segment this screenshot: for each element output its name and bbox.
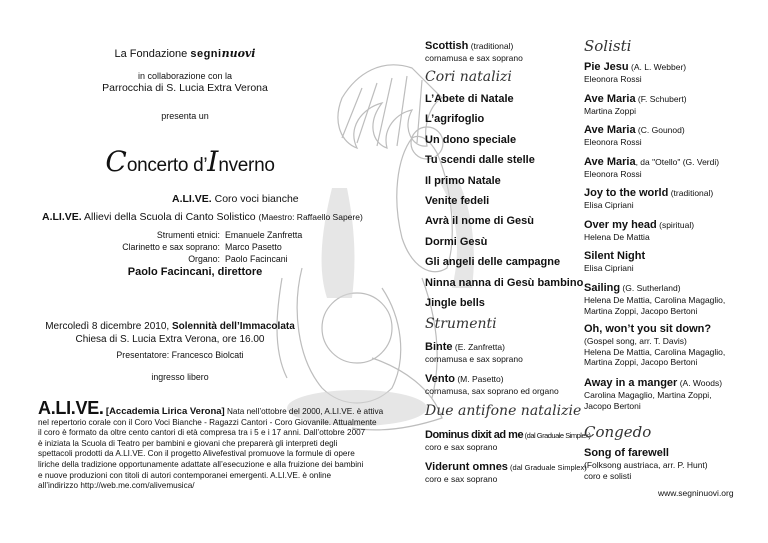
solo-item-8: Sailing (G. Sutherland) Helena De Mattia, Carolina Magaglio, Martina Zoppi, Jacopo Bertoni bbox=[584, 282, 726, 316]
solo-item-1: Pie Jesu (A. L. Webber) Eleonora Rossi bbox=[584, 61, 687, 84]
director: Paolo Facincani, direttore bbox=[127, 266, 263, 278]
list-item: Dormi Gesù bbox=[425, 235, 488, 248]
parish-name: Parrocchia di S. Lucia Extra Verona bbox=[102, 82, 268, 94]
section-solisti: Solisti bbox=[584, 37, 632, 55]
brand-segni: segni bbox=[190, 48, 222, 60]
vento-item: Vento (M. Pasetto) cornamusa, sax soprano ed organo bbox=[425, 373, 559, 396]
section-congedo: Congedo bbox=[584, 423, 652, 441]
collab-text: in collaborazione con la bbox=[137, 71, 233, 81]
website-link[interactable]: www.segninuovi.org bbox=[658, 488, 734, 498]
alive-website-link[interactable]: all’indirizzo http://web.me.com/alivemusica/ bbox=[38, 481, 195, 491]
solo-item-3: Ave Maria (C. Gounod) Eleonora Rossi bbox=[584, 124, 685, 147]
alive-logo-text: A.LI.VE. bbox=[38, 398, 104, 418]
entry-info: ingresso libero bbox=[151, 372, 209, 382]
event-place: Chiesa di S. Lucia Extra Verona, ore 16.00 bbox=[75, 334, 265, 345]
list-item: Un dono speciale bbox=[425, 133, 517, 146]
performer-names: Emanuele Zanfretta Marco Pasetto Paolo Facincani bbox=[225, 230, 303, 264]
list-item: Venite fedeli bbox=[425, 194, 490, 207]
solo-item-10: Away in a manger (A. Woods) Carolina Magaglio, Martina Zoppi, Jacopo Bertoni bbox=[584, 377, 723, 411]
organizer-line: La Fondazione segninuovi bbox=[114, 47, 256, 60]
binte-item: Binte (E. Zanfretta) cornamusa e sax soprano bbox=[425, 341, 523, 364]
event-info bbox=[40, 320, 300, 346]
about-alive: A.LI.VE. [Accademia Lirica Verona] Nata nell’ottobre del 2000, A.LI.VE. è attiva nel repertorio corale con il Coro Voci Bianche - Ragazzi Cantori - Coro Giovanile. Attualmente il coro è formato da oltre cento cantori di età compresa tra i 5 e i 17 anni. Dall’ottobre 2007 è iniziata la Scuola di Teatro per bambini e giovani che preparerà gli interpreti degli spettacoli prodotti da A.LI.VE. Con il progetto Alivefestival promuove la formule di opere liriche della tradizione opportunamente adattate all’esecuzione e alla fruizione dei bambini e nuove produzioni con titoli di autori contemporanei emergenti. A.LI.VE. è online all’indirizzo http://web.me.com/alivemusica/ bbox=[38, 398, 384, 491]
viderunt-item: Viderunt omnes (dal Graduale Simplex) coro e sax soprano bbox=[425, 461, 587, 484]
farewell-item: Song of farewell (Folksong austriaca, arr. P. Hunt) coro e solisti bbox=[584, 447, 708, 481]
dominus-item: Dominus dixit ad me (dal Graduale Simplex) coro e sax soprano bbox=[425, 429, 591, 452]
solo-item-2: Ave Maria (F. Schubert) Martina Zoppi bbox=[584, 93, 687, 116]
list-item: Ninna nanna di Gesù bambino bbox=[425, 276, 584, 289]
solo-item-6: Over my head (spiritual) Helena De Mattia bbox=[584, 219, 695, 242]
list-item: Il primo Natale bbox=[425, 174, 501, 187]
solo-item-9: Oh, won’t you sit down? (Gospel song, arr. T. Davis) Helena De Mattia, Carolina Magaglio, Martina Zoppi, Jacopo Bertoni bbox=[584, 323, 726, 367]
performer-roles: Strumenti etnici: Clarinetto e sax soprano: Organo: bbox=[122, 230, 220, 264]
ensemble-line-2: A.LI.VE. Allievi della Scuola di Canto Solistico (Maestro: Raffaello Sapere) bbox=[42, 211, 363, 223]
section-cori-natalizi: Cori natalizi bbox=[425, 69, 512, 85]
list-item: Jingle bells bbox=[425, 296, 485, 309]
solo-item-4: Ave Maria, da "Otello" (G. Verdi) Eleonora Rossi bbox=[584, 156, 720, 179]
list-item: Tu scendi dalle stelle bbox=[425, 154, 535, 167]
presents-text: presenta un bbox=[161, 111, 209, 121]
ensemble-line-1: A.LI.VE. Coro voci bianche bbox=[172, 193, 299, 205]
section-antifone: Due antifone natalizie bbox=[425, 403, 582, 419]
cori-list bbox=[425, 93, 585, 317]
list-item: Avrà il nome di Gesù bbox=[425, 215, 535, 228]
list-item: L’Abete di Natale bbox=[425, 93, 514, 105]
section-strumenti: Strumenti bbox=[425, 316, 497, 332]
list-item: L’agrifoglio bbox=[425, 113, 485, 126]
solo-item-7: Silent Night Elisa Cipriani bbox=[584, 250, 646, 273]
list-item: Gli angeli delle campagne bbox=[425, 256, 561, 269]
event-date: Mercoledì 8 dicembre 2010, Solennità dell’Immacolata bbox=[45, 321, 295, 332]
scottish-item: Scottish (traditional) cornamusa e sax soprano bbox=[425, 40, 523, 63]
concert-title: Concerto d’Inverno bbox=[105, 145, 275, 178]
solo-item-5: Joy to the world (traditional) Elisa Cipriani bbox=[584, 187, 714, 210]
brand-nuovi: nuovi bbox=[221, 47, 256, 60]
presenter: Presentatore: Francesco Biolcati bbox=[116, 350, 244, 360]
